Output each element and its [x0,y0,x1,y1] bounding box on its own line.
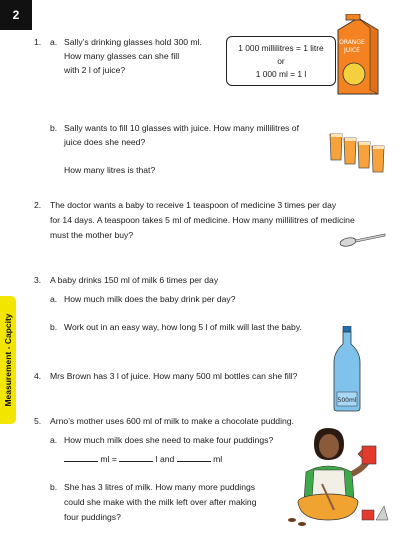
q5-number: 5. [34,416,42,426]
side-tab [0,296,16,424]
orange-juice-carton-icon [332,14,384,98]
carton-text-1: ORANGE [339,39,365,46]
bottle-label: 500ml [337,397,357,404]
q1a-line1: Sally’s drinking glasses hold 300 ml. [64,37,202,47]
woman-baking-illustration [288,424,392,528]
q5a-unit-1: ml = [100,454,117,464]
q4-number: 4. [34,371,42,381]
conversion-line2: or [277,56,285,66]
q5-line1: Arno’s mother uses 600 ml of milk to make a chocolate pudding. [50,416,294,426]
conversion-box [226,36,336,86]
q5b-line2: could she make with the milk left over after making [64,497,257,507]
q1a-line3: with 2 l of juice? [64,65,126,75]
carton-text-2: JUICE [344,47,360,54]
q3-number: 3. [34,275,42,285]
answer-blank-2[interactable] [119,452,153,462]
q5b-line1: She has 3 litres of milk. How many more puddings [64,482,256,492]
conversion-line1: 1 000 millilitres = 1 litre [238,43,324,53]
q5b-line3: four puddings? [64,512,121,522]
q5a-unit-3: ml [213,454,223,464]
q1b-line2: juice does she need? [64,137,146,147]
q5b-label: b. [50,482,58,492]
q3-line1: A baby drinks 150 ml of milk 6 times per day [50,275,219,285]
q3a-line1: How much milk does the baby drink per day? [64,294,236,304]
water-bottle-icon [332,326,362,412]
page-number: 2 [0,0,32,30]
q1-number: 1. [34,37,42,47]
conversion-line3: 1 000 ml = 1 l [255,69,307,79]
q3b-line1: Work out in an easy way, how long 5 l of milk will last the baby. [64,322,302,332]
q1a-label: a. [50,37,58,47]
q2-line2: for 14 days. A teaspoon takes 5 ml of medicine. How many millilitres of medicine [50,215,355,225]
q1b-line3: How many litres is that? [64,165,156,175]
q5a-line1: How much milk does she need to make four puddings? [64,435,274,445]
q5a-unit-2: l and [155,454,175,464]
juice-glasses-icon [326,128,392,174]
q1a-line2: How many glasses can she fill [64,51,180,61]
q1b-line1: Sally wants to fill 10 glasses with juice. How many millilitres of [64,123,299,133]
q4-line1: Mrs Brown has 3 l of juice. How many 500 ml bottles can she fill? [50,371,298,381]
q1b-label: b. [50,123,58,133]
q3a-label: a. [50,294,58,304]
q5a-label: a. [50,435,58,445]
q5a-answer-line [64,452,222,465]
q2-line1: The doctor wants a baby to receive 1 teaspoon of medicine 3 times per day [50,200,337,210]
answer-blank-3[interactable] [177,452,211,462]
q2-line3: must the mother buy? [50,230,134,240]
teaspoon-icon [338,232,388,248]
answer-blank-1[interactable] [64,452,98,462]
q3b-label: b. [50,322,58,332]
q2-number: 2. [34,200,42,210]
side-tab-label: Measurement - Capcity [3,313,13,407]
